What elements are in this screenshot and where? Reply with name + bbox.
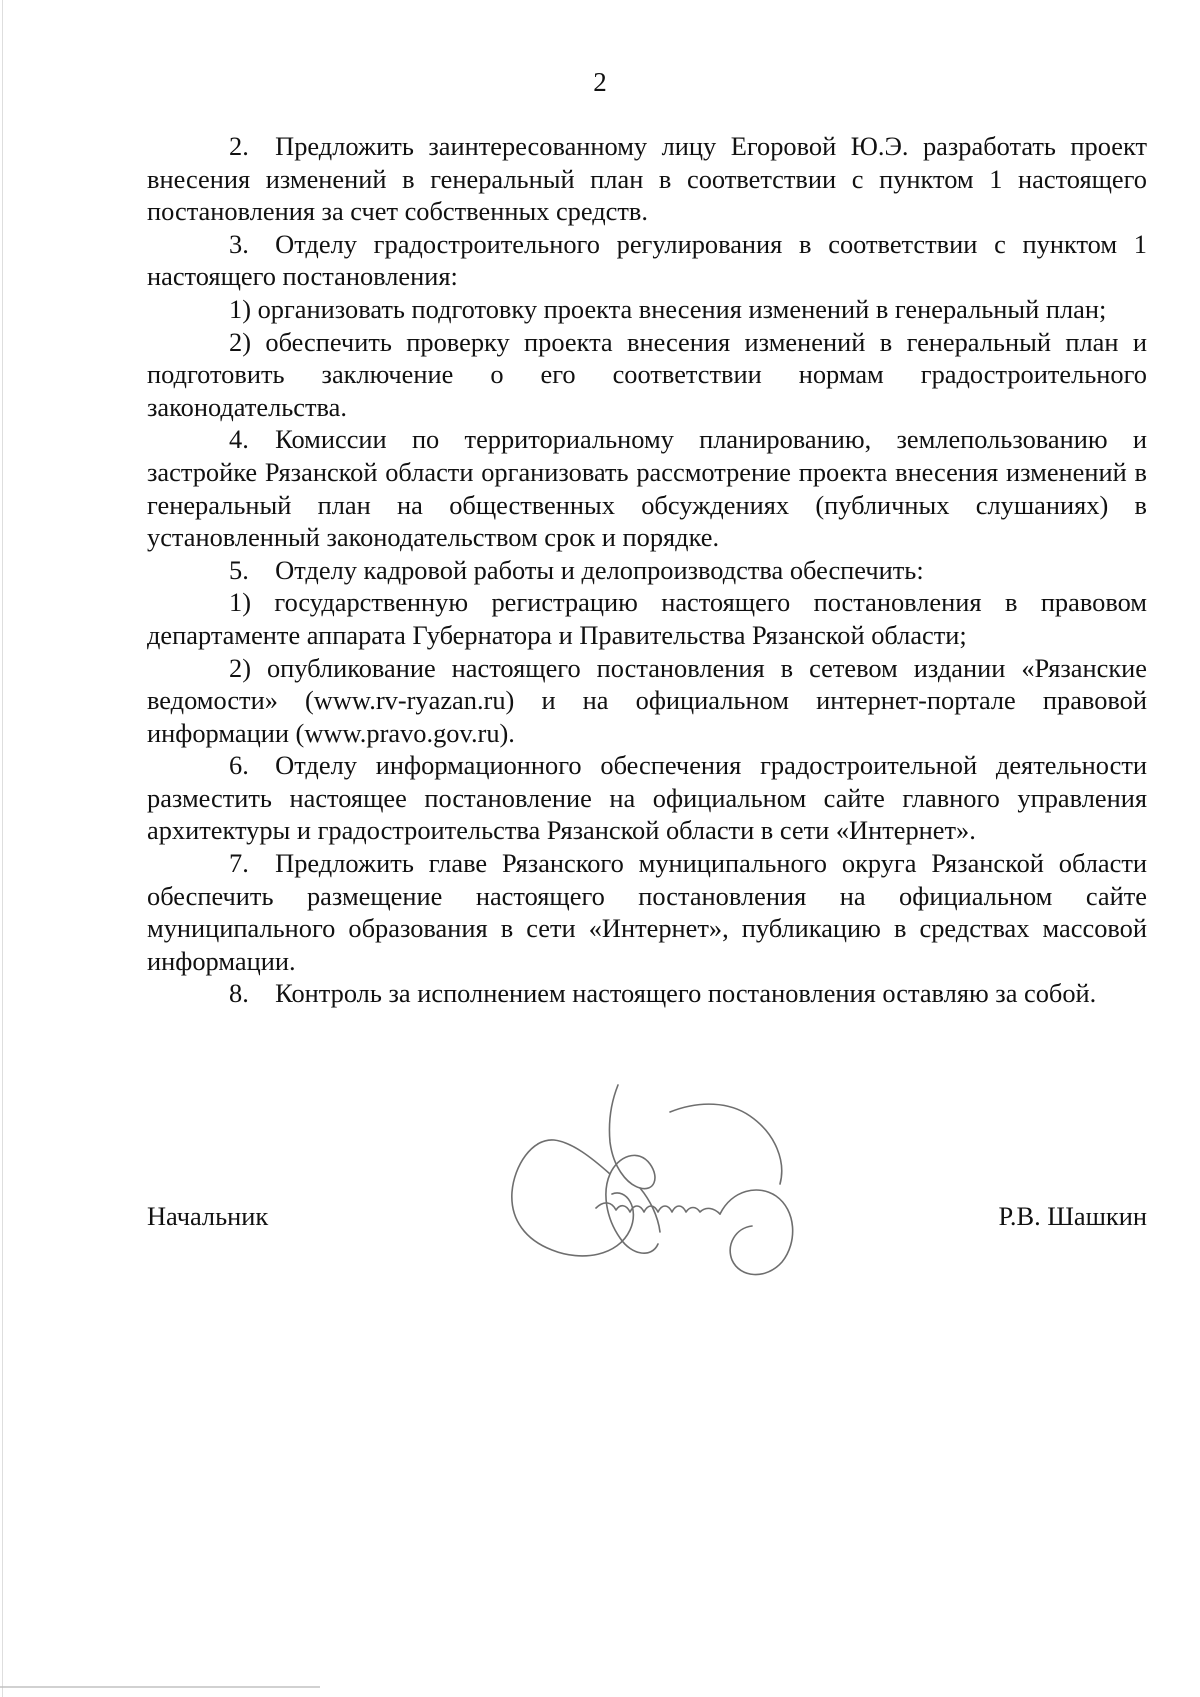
paragraph-item-5-1: 1) государственную регистрацию настоящего постановления в правовом департаменте аппарата Губернатора и Правительства Рязанской области; bbox=[147, 587, 1147, 650]
paragraph-item-6: 6. Отделу информационного обеспечения градостроительной деятельности разместить настоящее постановление на официальном сайте главного управления архитектуры и градостроительства Рязанской области в сети «Интернет». bbox=[147, 750, 1147, 846]
paragraph-item-7: 7. Предложить главе Рязанского муниципального округа Рязанской области обеспечить размещение настоящего постановления на официальном сайте муниципального образования в сети «Интернет», публикацию в средствах массовой информации. bbox=[147, 848, 1147, 976]
scan-edge-bottom bbox=[0, 1686, 320, 1688]
document-body bbox=[147, 130, 1147, 1010]
paragraph-item-3-1: 1) организовать подготовку проекта внесения изменений в генеральный план; bbox=[229, 293, 1107, 324]
paragraph-item-5: 5. Отделу кадровой работы и делопроизводства обеспечить: bbox=[229, 554, 924, 585]
scan-edge-left bbox=[2, 0, 3, 1697]
paragraph-item-4: 4. Комиссии по территориальному планированию, землепользованию и застройке Рязанской области организовать рассмотрение проекта внесения изменений в генеральный план на общественных обсуждениях (публичных слушаниях) в установленный законодательством срок и порядке. bbox=[147, 424, 1147, 553]
page-number: 2 bbox=[593, 67, 607, 97]
paragraph-item-3-2: 2) обеспечить проверку проекта внесения изменений в генеральный план и подготовить заключение о его соответствии нормам градостроительного законодательства. bbox=[147, 326, 1147, 422]
paragraph-item-5-2: 2) опубликование настоящего постановления в сетевом издании «Рязанские ведомости» (www.rv-ryazan.ru) и на официальном интернет-портале правовой информации (www.pravo.gov.ru). bbox=[147, 652, 1147, 748]
signatory-name: Р.В. Шашкин bbox=[998, 1201, 1147, 1231]
signatory-title: Начальник bbox=[147, 1201, 269, 1231]
paragraph-item-2: 2. Предложить заинтересованному лицу Егоровой Ю.Э. разработать проект внесения изменений в генеральный план в соответствии с пунктом 1 настоящего постановления за счет собственных средств. bbox=[147, 131, 1147, 227]
paragraph-item-3: 3. Отделу градостроительного регулирования в соответствии с пунктом 1 настоящего постановления: bbox=[147, 228, 1147, 292]
signature-block bbox=[147, 1200, 1147, 1236]
paragraph-item-8: 8. Контроль за исполнением настоящего постановления оставляю за собой. bbox=[229, 978, 1097, 1009]
